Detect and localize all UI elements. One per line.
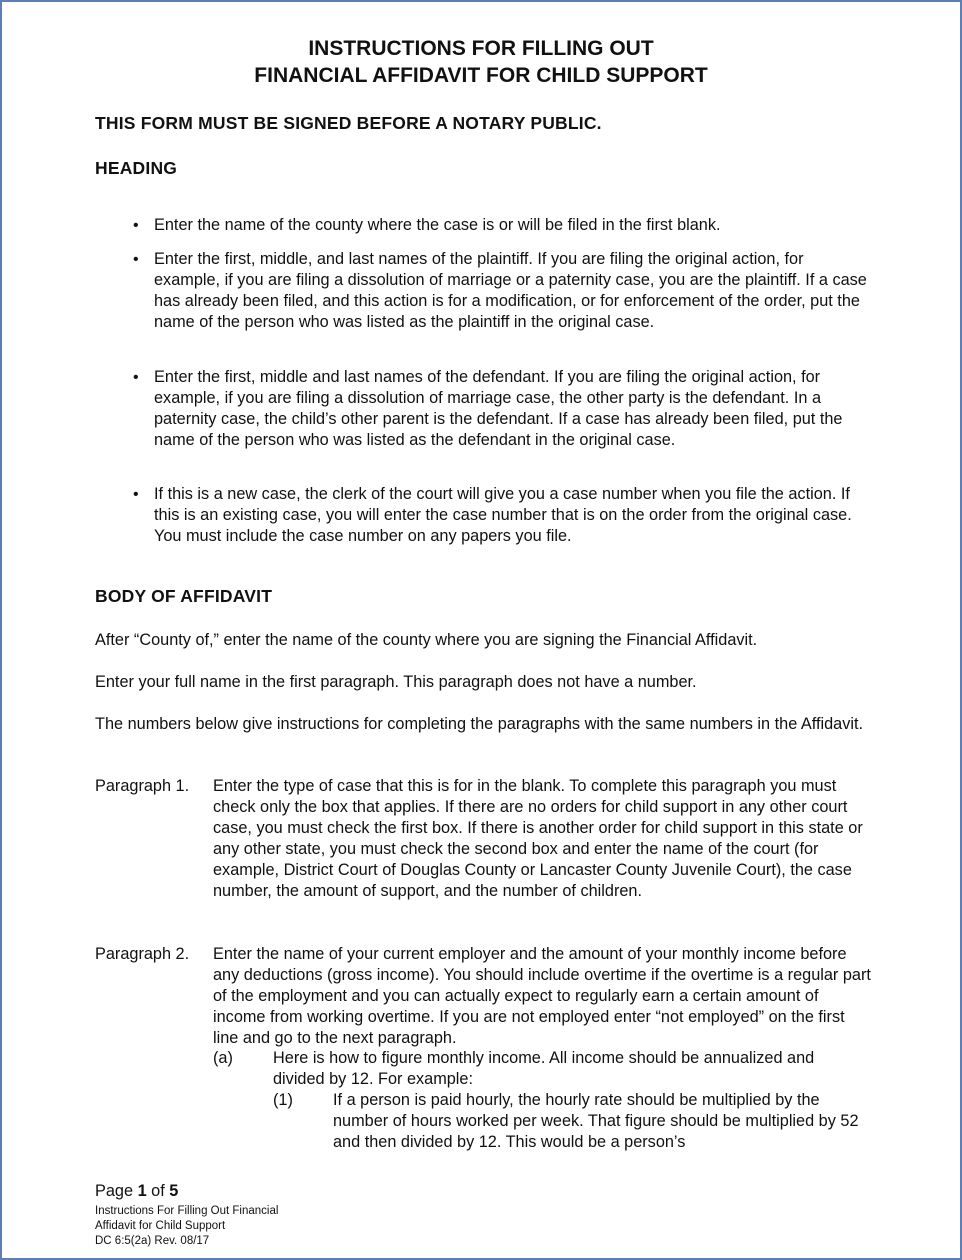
footer-form-name-1: Instructions For Filling Out Financial: [95, 1205, 279, 1217]
paragraph-2-text: Enter the name of your current employer and the amount of your monthly income before any deductions (gross income). You should include overtime if the overtime is a regular part of the employment and you can actually expect to regularly earn a certain amount of income from working overtime. If you are not employed enter “not employed” on the first line and go to the next paragraph.: [213, 945, 871, 1047]
notary-notice: THIS FORM MUST BE SIGNED BEFORE A NOTARY PUBLIC.: [95, 113, 602, 133]
title-line-2: FINANCIAL AFFIDAVIT FOR CHILD SUPPORT: [254, 64, 708, 87]
page-number: 1: [137, 1182, 147, 1200]
paragraph-2-a-1-text: If a person is paid hourly, the hourly rate should be multiplied by the number of hours worked per week. That figure should be multiplied by 52 and then divided by 12. This would be a person’s: [333, 1091, 859, 1151]
page-indicator: [95, 1181, 178, 1202]
heading-bullet-county: Enter the name of the county where the case is or will be filed in the first blank.: [154, 216, 721, 234]
footer-form-name-2: Affidavit for Child Support: [95, 1220, 226, 1232]
bullet-icon: •: [133, 486, 139, 503]
paragraph-2-a-text: Here is how to figure monthly income. All income should be annualized and divided by 12. For example:: [273, 1049, 815, 1088]
para-full-name: Enter your full name in the first paragraph. This paragraph does not have a number.: [95, 673, 697, 691]
paragraph-2-a-label: (a): [213, 1049, 233, 1067]
body-section-title: BODY OF AFFIDAVIT: [95, 586, 273, 606]
para-county: After “County of,” enter the name of the county where you are signing the Financial Affidavit.: [95, 631, 758, 649]
heading-bullet-defendant: Enter the first, middle and last names of the defendant. If you are filing the original action, for example, if you are filing a dissolution of marriage case, the other party is the defendant. In a paternity case, the child’s other parent is the defendant. If a case has already been filed, put the name of the person who was listed as the defendant in the original case.: [154, 368, 843, 449]
bullet-icon: •: [133, 251, 139, 268]
bullet-icon: •: [133, 369, 139, 386]
bullet-icon: •: [133, 217, 139, 234]
paragraph-2-label: Paragraph 2.: [95, 945, 190, 963]
of-word: of: [146, 1182, 170, 1200]
page-word: Page: [95, 1182, 138, 1200]
paragraph-1-label: Paragraph 1.: [95, 777, 190, 795]
heading-bullet-case-number: If this is a new case, the clerk of the court will give you a case number when you file the action. If this is an existing case, you will enter the case number that is on the order from the original case. You must include the case number on any papers you file.: [154, 485, 852, 545]
page-total: 5: [169, 1182, 179, 1200]
paragraph-1-text: Enter the type of case that this is for in the blank. To complete this paragraph you must check only the box that applies. If there are no orders for child support in any other court case, you must check the first box. If there is another order for child support in this state or any other state, you must check the second box and enter the name of the court (for example, District Court of Douglas County or Lancaster County Juvenile Court), the case number, the amount of support, and the number of children.: [213, 777, 863, 900]
heading-section-title: HEADING: [95, 158, 178, 178]
para-numbers: The numbers below give instructions for completing the paragraphs with the same numbers in the Affidavit.: [95, 715, 864, 733]
footer-form-code: DC 6:5(2a) Rev. 08/17: [95, 1235, 210, 1247]
paragraph-2-a-1-label: (1): [273, 1091, 293, 1109]
title-line-1: INSTRUCTIONS FOR FILLING OUT: [308, 37, 654, 60]
heading-bullet-plaintiff: Enter the first, middle, and last names of the plaintiff. If you are filing the original action, for example, if you are filing a dissolution of marriage or a paternity case, you are the plaintiff. If a case has already been filed, and this action is for a modification, or for enforcement of the order, put the name of the person who was listed as the plaintiff in the original case.: [154, 250, 867, 331]
